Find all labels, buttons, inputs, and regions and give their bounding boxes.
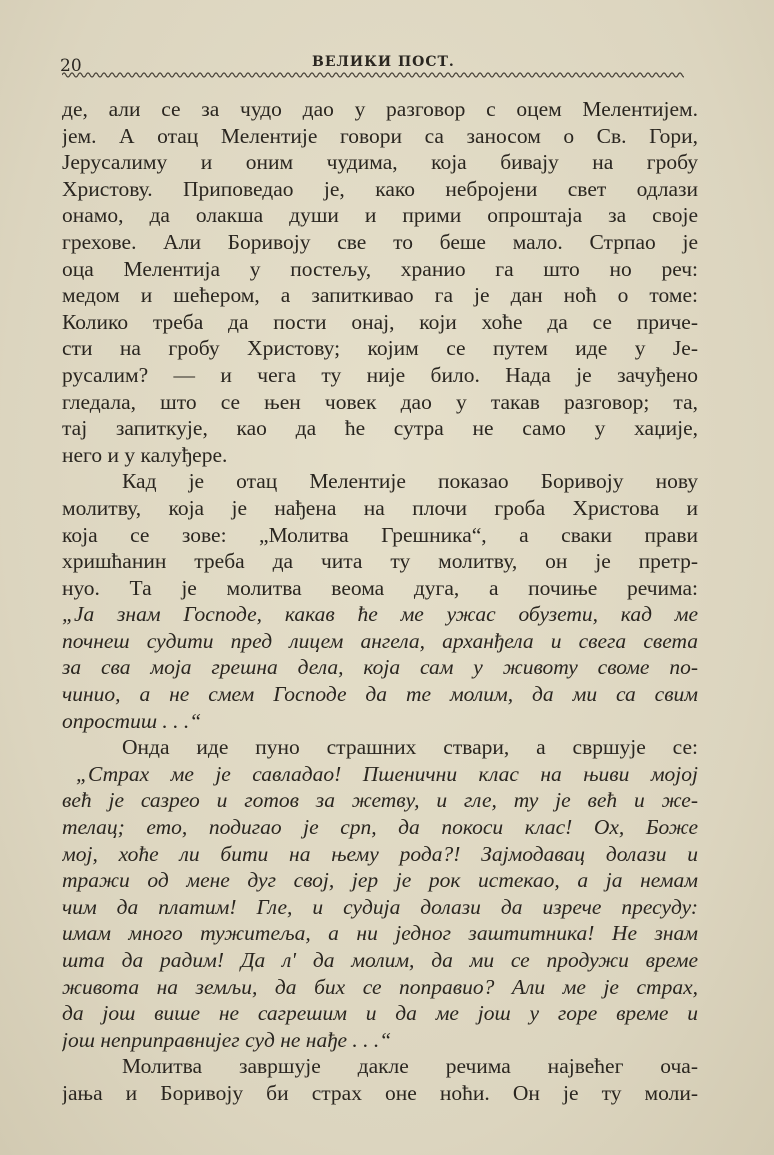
text-line: Кад је отац Мелентије показао Боривоју нову bbox=[122, 469, 698, 494]
text-line: телац; ето, подигао је срп, да покоси клас! Ох, Боже bbox=[62, 815, 698, 840]
text-line: Онда иде пуно страшних ствари, а свршује се: bbox=[122, 735, 698, 760]
text-line: русалим? — и чега ту није било. Нада је зачуђено bbox=[62, 362, 698, 387]
text-line: јем. А отац Мелентије говори са заносом о Св. Гори, bbox=[62, 123, 698, 148]
text-line: „Страх ме је савладао! Пшенични клас на њиви мојој bbox=[76, 761, 698, 786]
text-line: опростиш . . .“ bbox=[62, 708, 202, 733]
text-line: нуо. Та је молитва веома дуга, а почиње речима: bbox=[62, 575, 698, 600]
text-line: сти на гробу Христову; којим се путем иде у Је- bbox=[62, 336, 698, 361]
text-line: оца Мелентија у постељу, хранио га што но реч: bbox=[62, 256, 698, 281]
text-line: онамо, да олакша души и прими опроштаја за своје bbox=[62, 203, 698, 228]
text-line: Молитва завршује дакле речима највећег оча- bbox=[122, 1054, 698, 1079]
text-line: још неприправнијег суд не нађе . . .“ bbox=[62, 1027, 392, 1052]
text-line: хришћанин треба да чита ту молитву, он је претр- bbox=[62, 549, 698, 574]
text-line: чим да платим! Гле, и судија долази да изрече пресуду: bbox=[62, 894, 698, 919]
text-line: де, али се за чудо дао у разговор с оцем Мелентијем. bbox=[62, 97, 698, 121]
wavy-header-rule bbox=[62, 70, 684, 80]
body-text bbox=[62, 96, 698, 1107]
text-line: почнеш судити пред лицем ангела, арханђела и свега света bbox=[62, 628, 698, 653]
text-line: Христову. Приповедао је, како небројени свет одлази bbox=[62, 176, 698, 201]
text-line: живота на земљи, да бих се поправио? Али ме је страх, bbox=[62, 974, 698, 999]
text-line: Јерусалиму и оним чудима, која бивају на гробу bbox=[62, 150, 698, 175]
text-line: која се зове: „Молитва Грешника“, а сваки прави bbox=[62, 522, 698, 547]
text-line: тражи од мене дуг свој, јер је рок истекао, а ја немам bbox=[62, 868, 698, 893]
text-line: грехове. Али Боривоју све то беше мало. Стрпао је bbox=[62, 229, 698, 254]
text-line: гледала, што се њен човек дао у такав разговор; та, bbox=[62, 389, 698, 414]
text-line: тај запиткује, као да ће сутра не само у хаџије, bbox=[62, 416, 698, 441]
text-line: медом и шећером, а запиткивао га је дан ноћ о томе: bbox=[62, 283, 698, 308]
text-line: имам много тужитеља, а ни једног заштитника! Не знам bbox=[62, 921, 698, 946]
text-line: чинио, а не смем Господе да те молим, да ми са свим bbox=[62, 682, 698, 707]
text-line: за сва моја грешна дела, која сам у животу своме по- bbox=[62, 655, 698, 680]
running-title: ВЕЛИКИ ПОСТ. bbox=[312, 54, 455, 70]
page-number: 20 bbox=[60, 56, 82, 76]
text-line: Колико треба да пости онај, који хоће да се приче- bbox=[62, 309, 698, 334]
text-line: јања и Боривоју би страх оне ноћи. Он је ту моли- bbox=[62, 1080, 698, 1105]
text-line: да још више не сагрешим и да ме још у горе време и bbox=[62, 1001, 698, 1026]
text-line: мој, хоће ли бити на њему рода?! Зајмодавац долази и bbox=[62, 841, 698, 866]
text-line: „Ја знам Господе, какав ће ме ужас обузети, кад ме bbox=[62, 602, 698, 627]
text-line: шта да радим! Да л' да молим, да ми се продужи време bbox=[62, 948, 698, 972]
text-line: молитву, која је нађена на плочи гроба Христова и bbox=[62, 495, 698, 520]
text-line: него и у калуђере. bbox=[62, 442, 228, 467]
text-line: већ је сазрео и готов за жетву, и гле, ту је већ и же- bbox=[62, 788, 698, 813]
